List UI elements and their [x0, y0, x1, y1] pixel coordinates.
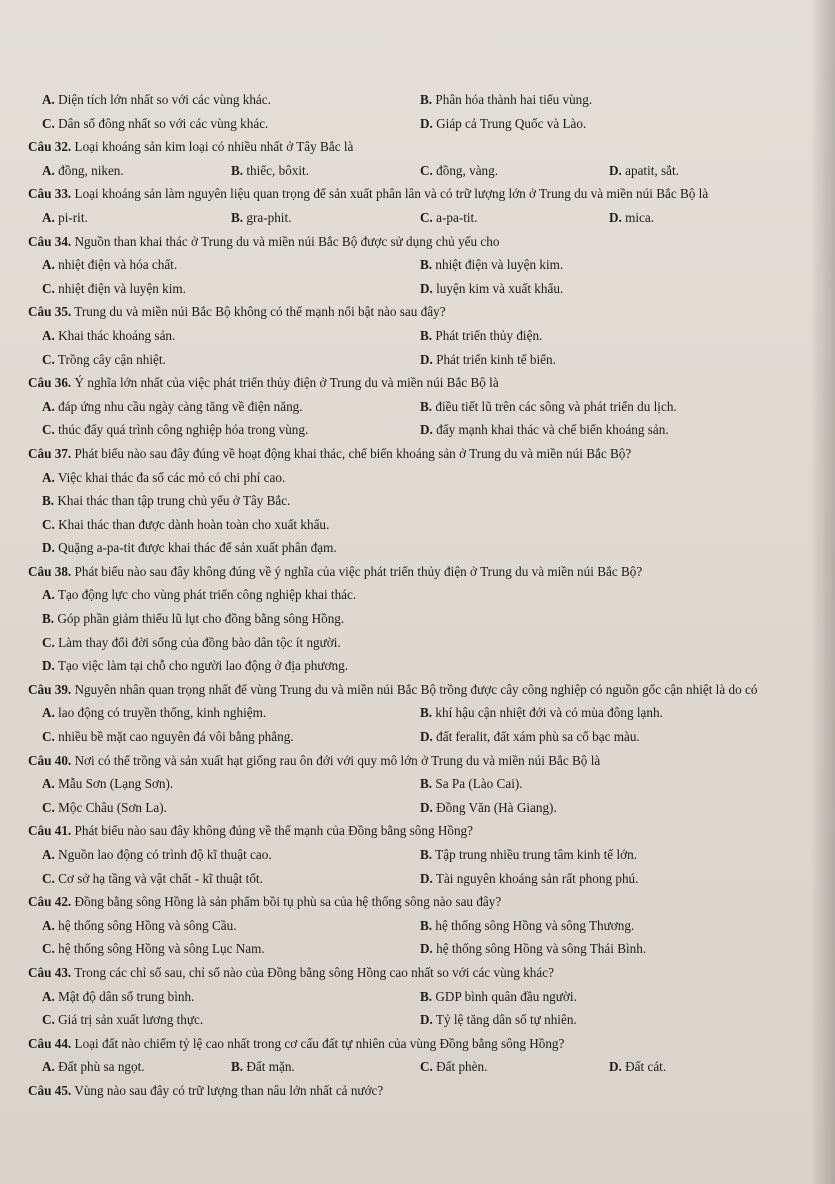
question-stem — [28, 678, 798, 702]
option-text: nhiệt điện và luyện kim. — [58, 280, 186, 296]
option-text: nhiều bề mặt cao nguyên đá vôi bằng phẳng. — [58, 729, 294, 745]
answer-option — [42, 796, 420, 820]
answer-option — [420, 796, 798, 820]
question-number: Câu 32. — [28, 139, 72, 155]
question-number: Câu 36. — [28, 375, 72, 391]
answer-option — [420, 253, 798, 277]
answer-option — [42, 843, 420, 867]
option-text: đồng, niken. — [58, 162, 124, 178]
option-letter: B. — [420, 705, 433, 721]
answer-option — [42, 772, 420, 796]
option-letter: B. — [420, 257, 433, 273]
option-letter: D. — [609, 1059, 622, 1075]
option-letter: D. — [420, 115, 433, 131]
option-text: GDP bình quân đầu người. — [435, 988, 577, 1004]
option-text: đáp ứng nhu cầu ngày càng tăng về điện năng. — [58, 398, 303, 414]
option-letter: D. — [420, 941, 433, 957]
answer-option — [420, 112, 798, 136]
option-letter: A. — [42, 162, 55, 178]
question-text: Loại khoáng sản kim loại có nhiều nhất ở Tây Bắc là — [74, 139, 354, 155]
answer-options — [28, 324, 798, 371]
question-text: Đồng bằng sông Hồng là sản phẩm bồi tụ phù sa của hệ thống sông nào sau đây? — [74, 894, 502, 910]
answer-option — [42, 1055, 231, 1079]
option-text: Khai thác than được dành hoàn toàn cho xuất khẩu. — [58, 516, 330, 532]
option-letter: A. — [42, 398, 55, 414]
option-text: Khai thác than tập trung chủ yếu ở Tây Bắc. — [57, 493, 291, 509]
option-letter: B. — [231, 162, 244, 178]
answer-option — [42, 324, 420, 348]
answer-option — [420, 1055, 609, 1079]
option-text: Tạo động lực cho vùng phát triển công nghiệp khai thác. — [57, 587, 357, 603]
answer-options — [28, 772, 798, 819]
option-text: Tài nguyên khoáng sản rất phong phú. — [435, 870, 639, 886]
answer-option — [42, 348, 420, 372]
option-text: Diện tích lớn nhất so với các vùng khác. — [58, 92, 271, 107]
option-letter: C. — [42, 516, 55, 532]
option-letter: C. — [42, 870, 55, 886]
option-text: Phát triển thủy điện. — [435, 327, 543, 343]
answer-option — [42, 513, 798, 537]
option-letter: D. — [420, 870, 433, 886]
option-text: hệ thống sông Hồng và sông Cầu. — [58, 917, 237, 933]
answer-option — [42, 277, 420, 301]
option-letter: B. — [42, 611, 55, 627]
question-block — [28, 1032, 798, 1079]
question-block — [28, 961, 798, 1032]
answer-option — [42, 631, 798, 655]
option-text: Giáp cả Trung Quốc và Lào. — [436, 115, 587, 131]
answer-option — [42, 159, 231, 183]
question-stem — [28, 230, 798, 254]
answer-option — [420, 843, 798, 867]
question-number: Câu 38. — [28, 563, 72, 579]
answer-option — [42, 253, 420, 277]
option-letter: C. — [42, 280, 55, 296]
answer-option — [42, 1008, 420, 1032]
answer-option — [231, 1055, 420, 1079]
option-letter: A. — [42, 1059, 55, 1075]
option-text: Mật độ dân số trung bình. — [58, 988, 195, 1004]
answer-options — [28, 583, 798, 677]
option-text: Dân số đông nhất so với các vùng khác. — [58, 115, 269, 131]
question-stem — [28, 1032, 798, 1056]
option-letter: B. — [420, 988, 433, 1004]
option-text: Đất phù sa ngọt. — [58, 1059, 145, 1075]
question-block — [28, 749, 798, 820]
option-letter: A. — [42, 209, 55, 225]
option-letter: B. — [420, 776, 433, 792]
question-text: Nơi có thể trồng và sản xuất hạt giống rau ôn đới với quy mô lớn ở Trung du và miền núi Bắc Bộ là — [74, 752, 601, 768]
option-letter: C. — [420, 162, 433, 178]
answer-options — [28, 701, 798, 748]
option-text: Tạo việc làm tại chỗ cho người lao động ở địa phương. — [57, 658, 348, 674]
option-text: hệ thống sông Hồng và sông Thương. — [435, 917, 635, 933]
option-letter: C. — [42, 1012, 55, 1028]
question-number: Câu 43. — [28, 964, 72, 980]
question-stem — [28, 182, 798, 206]
option-letter: B. — [420, 847, 433, 862]
question-block — [28, 371, 798, 442]
question-block — [28, 1079, 798, 1103]
answer-option — [42, 937, 420, 961]
option-text: Khai thác khoáng sản. — [58, 327, 176, 343]
option-letter: B. — [420, 917, 433, 933]
option-text: lao động có truyền thống, kinh nghiệm. — [58, 705, 267, 721]
answer-option — [609, 1055, 798, 1079]
question-block — [28, 182, 798, 229]
option-letter: D. — [420, 422, 433, 438]
question-stem — [28, 961, 798, 985]
question-stem — [28, 749, 798, 773]
option-text: gra-phit. — [246, 209, 292, 225]
question-text: Loại khoáng sản làm nguyên liệu quan trọng để sản xuất phân lân và có trữ lượng lớn ở Trung du và miền núi Bắc Bộ là — [74, 186, 709, 202]
option-letter: C. — [42, 115, 55, 131]
question-stem — [28, 819, 798, 843]
question-block — [28, 300, 798, 371]
answer-option — [42, 701, 420, 725]
option-letter: A. — [42, 917, 55, 933]
question-number: Câu 41. — [28, 823, 72, 839]
answer-option — [42, 395, 420, 419]
option-letter: A. — [42, 587, 55, 603]
question-block — [28, 135, 798, 182]
answer-option — [420, 701, 798, 725]
option-text: Tỷ lệ tăng dân số tự nhiên. — [435, 1012, 577, 1028]
question-block — [28, 890, 798, 961]
option-letter: B. — [42, 493, 55, 509]
option-text: thiếc, bôxit. — [246, 162, 310, 178]
answer-option — [420, 159, 609, 183]
answer-option — [42, 583, 798, 607]
option-text: Mộc Châu (Sơn La). — [58, 799, 167, 815]
answer-option — [42, 88, 420, 112]
option-letter: C. — [42, 634, 55, 650]
option-letter: B. — [420, 92, 433, 107]
option-letter: A. — [42, 469, 55, 485]
question-block — [28, 819, 798, 890]
question-number: Câu 34. — [28, 233, 72, 249]
answer-option — [42, 489, 798, 513]
option-letter: D. — [609, 209, 622, 225]
answer-options — [28, 466, 798, 560]
option-letter: A. — [42, 257, 55, 273]
option-text: apatit, sắt. — [625, 162, 679, 178]
answer-options — [28, 1055, 798, 1079]
option-text: Tập trung nhiều trung tâm kinh tế lớn. — [435, 847, 637, 862]
answer-option — [420, 937, 798, 961]
option-text: Quặng a-pa-tit được khai thác để sản xuất phân đạm. — [58, 540, 337, 556]
question-number: Câu 45. — [28, 1082, 72, 1098]
option-text: nhiệt điện và hóa chất. — [58, 257, 178, 273]
option-text: pi-rit. — [58, 209, 88, 225]
answer-option — [42, 914, 420, 938]
question-number: Câu 44. — [28, 1035, 72, 1051]
question-stem — [28, 890, 798, 914]
option-letter: A. — [42, 776, 55, 792]
option-text: a-pa-tit. — [436, 209, 478, 225]
option-letter: D. — [42, 658, 55, 674]
option-text: điều tiết lũ trên các sông và phát triển du lịch. — [435, 398, 677, 414]
option-text: Đất cát. — [625, 1059, 667, 1075]
answer-options — [28, 88, 798, 135]
option-letter: C. — [42, 941, 55, 957]
question-text: Nguồn than khai thác ở Trung du và miền núi Bắc Bộ được sử dụng chủ yếu cho — [74, 233, 500, 249]
question-number: Câu 33. — [28, 186, 72, 202]
question-text: Phát biểu nào sau đây không đúng về ý nghĩa của việc phát triển thủy điện ở Trung du và miền núi Bắc Bộ? — [74, 563, 643, 579]
option-text: Việc khai thác đa số các mỏ có chi phí cao. — [57, 469, 286, 485]
option-letter: C. — [420, 1059, 433, 1075]
option-text: Góp phần giảm thiểu lũ lụt cho đồng bằng sông Hồng. — [57, 611, 345, 627]
answer-option — [42, 536, 798, 560]
option-text: luyện kim và xuất khẩu. — [436, 280, 564, 296]
answer-option — [420, 772, 798, 796]
question-block — [28, 560, 798, 678]
option-text: nhiệt điện và luyện kim. — [435, 257, 564, 273]
answer-option — [42, 607, 798, 631]
option-text: Giá trị sản xuất lương thực. — [58, 1012, 204, 1028]
question-list — [28, 88, 798, 1103]
option-text: khí hậu cận nhiệt đới và có mùa đông lạnh. — [435, 705, 663, 721]
question-stem — [28, 371, 798, 395]
question-number: Câu 39. — [28, 681, 72, 697]
answer-option — [420, 395, 798, 419]
option-letter: A. — [42, 92, 55, 107]
answer-option — [420, 725, 798, 749]
question-stem — [28, 135, 798, 159]
option-text: Đất mặn. — [246, 1059, 295, 1075]
option-letter: C. — [42, 422, 55, 438]
answer-options — [28, 159, 798, 183]
question-text: Phát biểu nào sau đây không đúng về thế mạnh của Đồng bằng sông Hồng? — [74, 823, 474, 839]
question-number: Câu 40. — [28, 752, 72, 768]
answer-option — [420, 914, 798, 938]
question-stem — [28, 560, 798, 584]
answer-option — [42, 654, 798, 678]
option-text: mica. — [625, 209, 655, 225]
option-text: hệ thống sông Hồng và sông Lục Nam. — [58, 941, 265, 957]
answer-option — [420, 1008, 798, 1032]
question-block — [28, 88, 798, 135]
answer-option — [420, 88, 798, 112]
answer-option — [42, 466, 798, 490]
option-text: Nguồn lao động có trình độ kĩ thuật cao. — [58, 847, 272, 862]
question-text: Nguyên nhân quan trọng nhất để vùng Trung du và miền núi Bắc Bộ trồng được cây công nghiệp có nguồn gốc cận nhiệt là do có — [74, 681, 758, 697]
option-text: Mẫu Sơn (Lạng Sơn). — [58, 776, 174, 792]
option-letter: A. — [42, 847, 55, 862]
option-text: đất feralit, đất xám phù sa cổ bạc màu. — [436, 729, 640, 745]
answer-option — [42, 112, 420, 136]
answer-options — [28, 395, 798, 442]
option-text: hệ thống sông Hồng và sông Thái Bình. — [436, 941, 647, 957]
question-text: Trong các chỉ số sau, chỉ số nào của Đồng bằng sông Hồng cao nhất so với các vùng khác? — [74, 964, 554, 980]
answer-option — [609, 206, 798, 230]
answer-option — [42, 985, 420, 1009]
question-block — [28, 442, 798, 560]
answer-option — [42, 725, 420, 749]
option-letter: C. — [420, 209, 433, 225]
answer-option — [420, 418, 798, 442]
option-letter: D. — [420, 1012, 433, 1028]
option-text: Đồng Văn (Hà Giang). — [436, 799, 557, 815]
question-number: Câu 37. — [28, 445, 72, 461]
option-text: Sa Pa (Lào Cai). — [435, 776, 523, 792]
option-letter: A. — [42, 327, 55, 343]
option-letter: D. — [420, 799, 433, 815]
answer-option — [420, 867, 798, 891]
option-text: đẩy mạnh khai thác và chế biến khoáng sản. — [436, 422, 669, 438]
answer-options — [28, 206, 798, 230]
option-letter: D. — [42, 540, 55, 556]
answer-option — [231, 206, 420, 230]
question-stem — [28, 300, 798, 324]
answer-options — [28, 985, 798, 1032]
question-stem — [28, 442, 798, 466]
answer-option — [609, 159, 798, 183]
option-letter: B. — [420, 327, 433, 343]
question-text: Phát biểu nào sau đây đúng về hoạt động khai thác, chế biến khoáng sản ở Trung du và miền núi Bắc Bộ? — [74, 445, 632, 461]
answer-option — [42, 206, 231, 230]
option-text: Làm thay đổi đời sống của đồng bào dân tộc ít người. — [58, 634, 341, 650]
question-block — [28, 678, 798, 749]
option-text: Phát triển kinh tế biển. — [436, 351, 556, 367]
option-letter: B. — [420, 398, 433, 414]
answer-options — [28, 914, 798, 961]
answer-option — [420, 985, 798, 1009]
option-letter: A. — [42, 988, 55, 1004]
option-text: thúc đẩy quá trình công nghiệp hóa trong vùng. — [58, 422, 309, 438]
question-number: Câu 42. — [28, 894, 72, 910]
option-text: Đất phèn. — [436, 1059, 488, 1075]
option-letter: B. — [231, 1059, 244, 1075]
option-letter: D. — [420, 729, 433, 745]
question-stem — [28, 1079, 798, 1103]
answer-option — [420, 324, 798, 348]
answer-option — [420, 348, 798, 372]
answer-option — [420, 206, 609, 230]
answer-option — [42, 418, 420, 442]
option-text: đồng, vàng. — [436, 162, 499, 178]
option-text: Trồng cây cận nhiệt. — [57, 351, 166, 367]
question-text: Ý nghĩa lớn nhất của việc phát triển thủy điện ở Trung du và miền núi Bắc Bộ là — [74, 375, 499, 391]
option-letter: A. — [42, 705, 55, 721]
option-letter: D. — [609, 162, 622, 178]
option-letter: C. — [42, 799, 55, 815]
answer-options — [28, 253, 798, 300]
question-text: Loại đất nào chiếm tỷ lệ cao nhất trong cơ cấu đất tự nhiên của vùng Đồng bằng sông Hồng? — [74, 1035, 565, 1051]
option-letter: B. — [231, 209, 244, 225]
option-letter: D. — [420, 351, 433, 367]
answer-option — [42, 867, 420, 891]
question-text: Vùng nào sau đây có trữ lượng than nâu lớn nhất cả nước? — [74, 1082, 384, 1098]
answer-option — [231, 159, 420, 183]
answer-options — [28, 843, 798, 890]
question-number: Câu 35. — [28, 304, 72, 320]
question-block — [28, 230, 798, 301]
option-text: Phân hóa thành hai tiểu vùng. — [435, 92, 593, 107]
option-letter: D. — [420, 280, 433, 296]
option-text: Cơ sở hạ tầng và vật chất - kĩ thuật tốt. — [58, 870, 263, 886]
answer-option — [420, 277, 798, 301]
option-letter: C. — [42, 351, 55, 367]
option-letter: C. — [42, 729, 55, 745]
question-text: Trung du và miền núi Bắc Bộ không có thế mạnh nổi bật nào sau đây? — [74, 304, 446, 320]
